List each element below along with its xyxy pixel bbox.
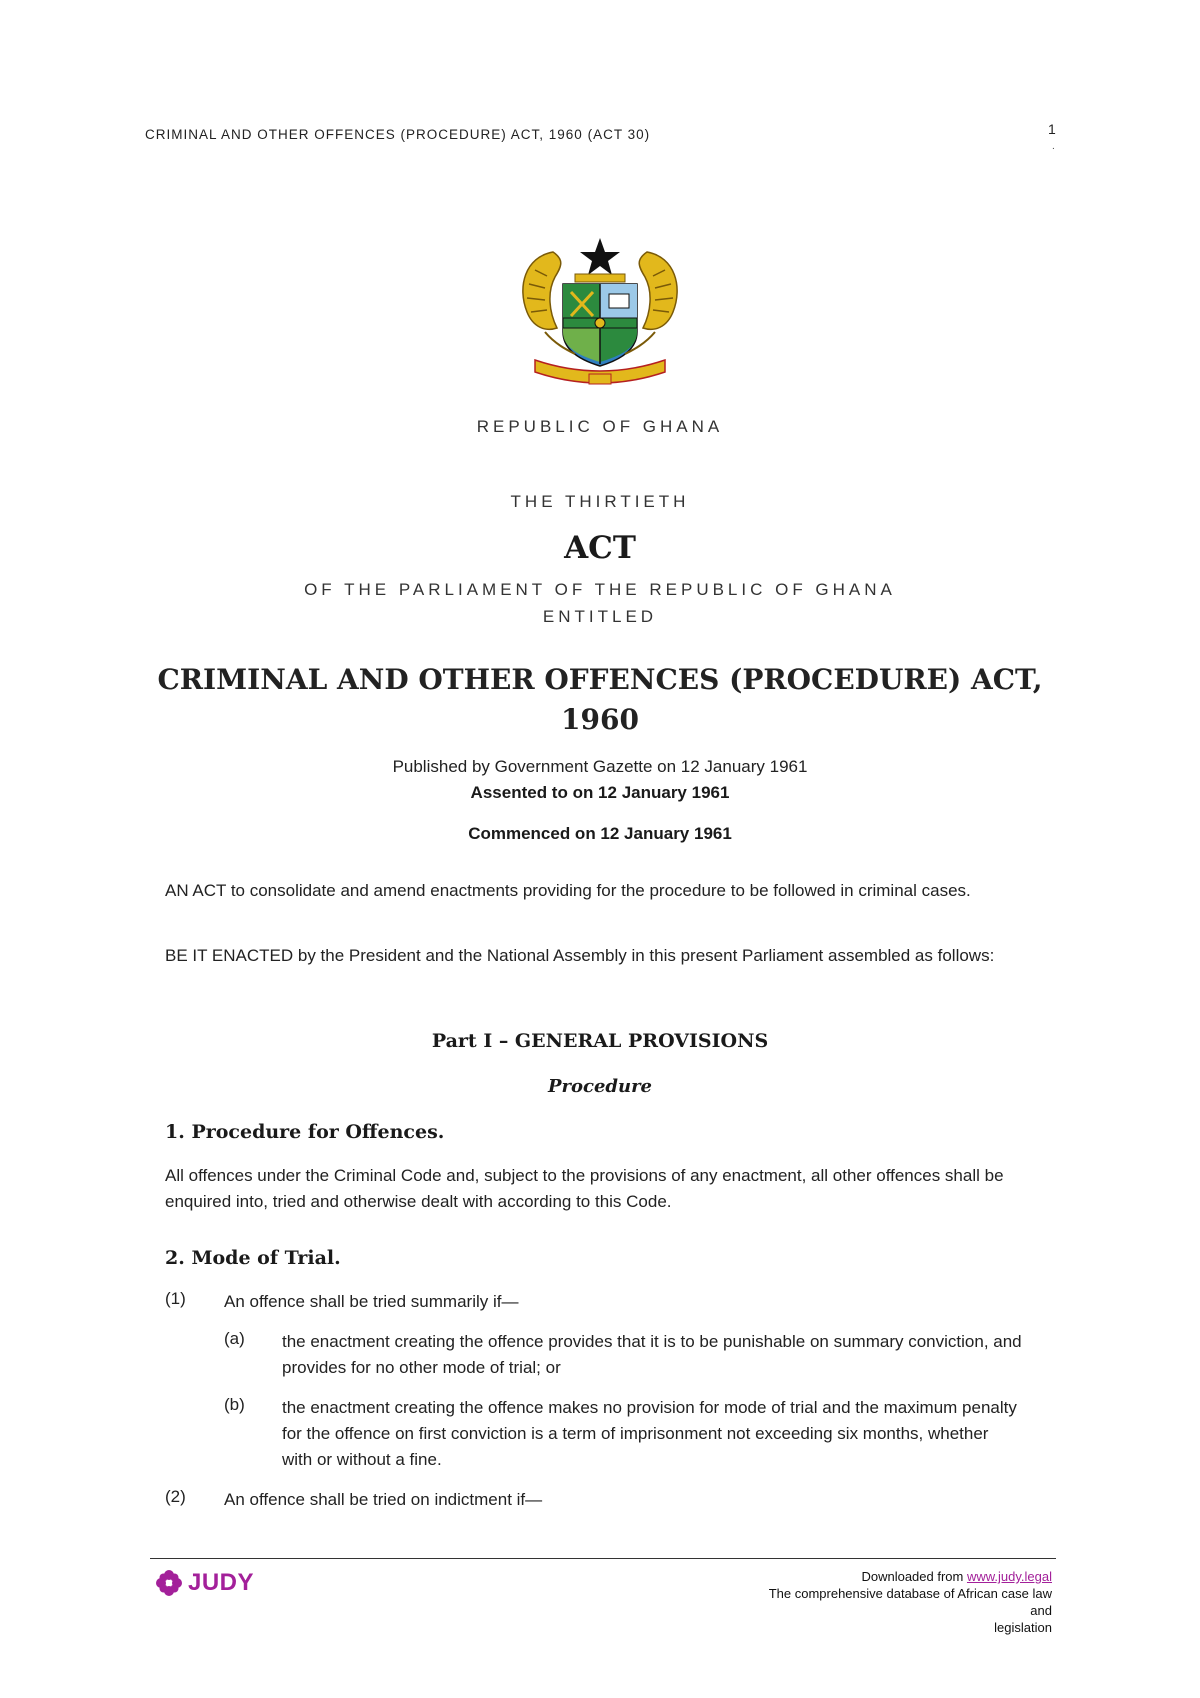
footer-download-prefix: Downloaded from xyxy=(861,1569,967,1584)
section-1-body: All offences under the Criminal Code and, subject to the provisions of any enactment, all other offences shall be enquired into, tried and otherwise dealt with according to this Code. xyxy=(165,1166,1004,1211)
republic-heading: REPUBLIC OF GHANA xyxy=(476,417,724,436)
subsection-text: An offence shall be tried summarily if— xyxy=(224,1292,519,1311)
page-dot: . xyxy=(1052,141,1055,152)
section-2-heading: 2. Mode of Trial. xyxy=(165,1247,341,1269)
coat-of-arms-icon xyxy=(505,232,695,392)
assented-date: Assented to on 12 January 1961 xyxy=(470,783,730,802)
part-heading: Part I – GENERAL PROVISIONS xyxy=(431,1030,769,1052)
footer-tagline-line-1: The comprehensive database of African case law and xyxy=(768,1586,1052,1618)
judy-website-link[interactable]: www.judy.legal xyxy=(966,1569,1052,1584)
paragraph-number: (a) xyxy=(224,1329,245,1348)
page-number: 1 xyxy=(1048,121,1056,137)
long-title: AN ACT to consolidate and amend enactments providing for the procedure to be followed in criminal cases. xyxy=(165,881,971,900)
subsection-number: (2) xyxy=(165,1487,186,1506)
part-subheading: Procedure xyxy=(547,1076,653,1097)
footer-attribution xyxy=(752,1568,1052,1636)
enacting-formula: BE IT ENACTED by the President and the National Assembly in this present Parliament assembled as follows: xyxy=(165,946,995,965)
footer-divider xyxy=(150,1558,1056,1559)
parliament-heading: OF THE PARLIAMENT OF THE REPUBLIC OF GHANA xyxy=(304,580,896,599)
footer-download-line xyxy=(752,1568,1052,1585)
paragraph-text: the enactment creating the offence provides that it is to be punishable on summary conviction, and provides for no other mode of trial; or xyxy=(282,1332,1022,1377)
judy-brand-name: JUDY xyxy=(188,1569,255,1596)
judy-flower-icon xyxy=(154,1568,184,1598)
footer-tagline-line-2: legislation xyxy=(994,1620,1052,1635)
act-title xyxy=(0,660,1200,740)
entitled-heading: ENTITLED xyxy=(542,607,658,626)
section-1-heading: 1. Procedure for Offences. xyxy=(165,1121,445,1143)
judy-logo[interactable] xyxy=(154,1567,254,1599)
act-heading: ACT xyxy=(564,530,636,566)
paragraph-number: (b) xyxy=(224,1395,245,1414)
commenced-date: Commenced on 12 January 1961 xyxy=(468,824,732,843)
running-header: CRIMINAL AND OTHER OFFENCES (PROCEDURE) ACT, 1960 (ACT 30) xyxy=(145,127,651,142)
ordinal-heading: THE THIRTIETH xyxy=(510,492,690,511)
paragraph-text: the enactment creating the offence makes no provision for mode of trial and the maximum penalty for the offence on first conviction is a term of imprisonment not exceeding six months, whether with or without a fine. xyxy=(282,1398,1017,1469)
act-title-line-1: CRIMINAL AND OTHER OFFENCES (PROCEDURE) ACT, xyxy=(157,663,1043,696)
act-title-line-2: 1960 xyxy=(561,703,639,736)
subsection-number: (1) xyxy=(165,1289,186,1308)
subsection-text: An offence shall be tried on indictment if— xyxy=(224,1490,543,1509)
published-date: Published by Government Gazette on 12 January 1961 xyxy=(392,757,808,776)
